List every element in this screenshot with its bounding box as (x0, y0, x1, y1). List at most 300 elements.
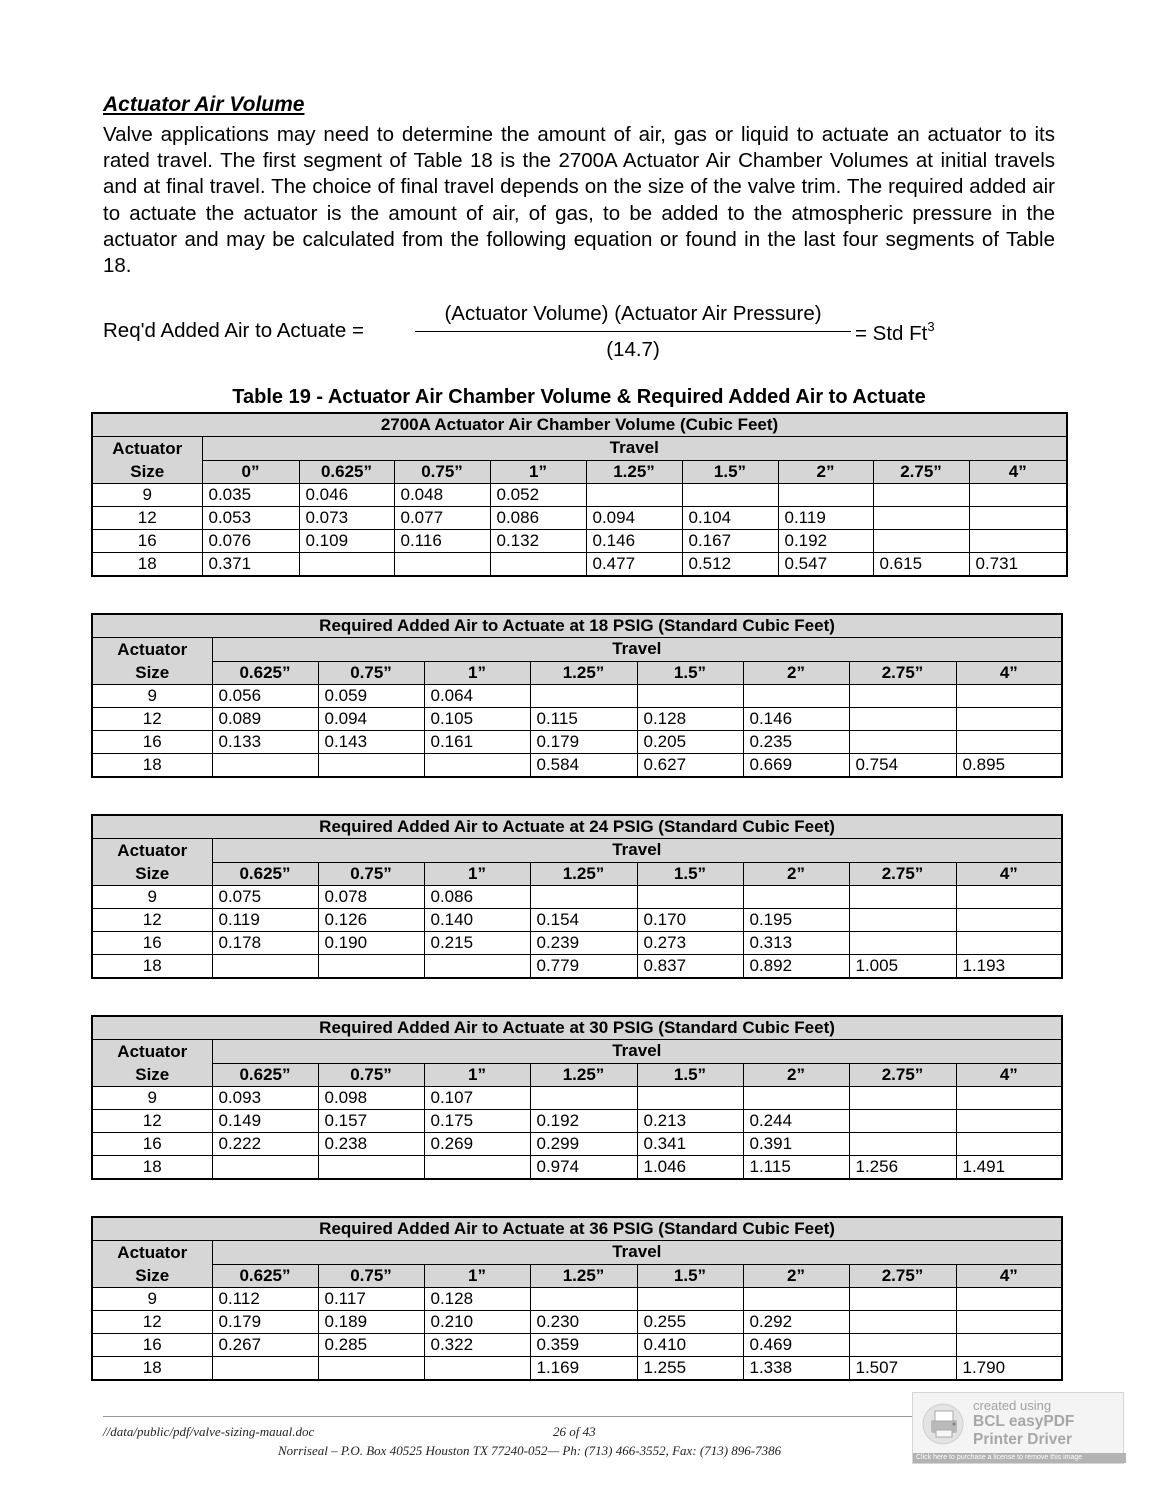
table-subtitle: 2700A Actuator Air Chamber Volume (Cubic Feet) (92, 413, 1067, 437)
actuator-size-header (92, 839, 212, 886)
air-volume-equation (103, 300, 1003, 370)
travel-column-header: 2.75” (849, 1264, 956, 1288)
size-label: Size (135, 864, 170, 883)
volume-cell (969, 484, 1067, 507)
actuator-size-cell: 12 (92, 708, 212, 731)
volume-cell (969, 530, 1067, 553)
table-row (92, 955, 1062, 979)
equation-lhs: Req'd Added Air to Actuate = (103, 319, 364, 342)
volume-cell: 1.115 (743, 1156, 849, 1180)
travel-values-row (92, 1063, 1062, 1087)
volume-cell (586, 484, 682, 507)
table-row (92, 1110, 1062, 1133)
volume-cell (956, 708, 1062, 731)
volume-cell (849, 909, 956, 932)
equation-rhs-exponent: 3 (927, 319, 935, 334)
volume-cell: 0.391 (743, 1133, 849, 1156)
equation-denominator: (14.7) (606, 338, 660, 361)
actuator-label: Actuator (117, 841, 188, 860)
travel-column-header: 1” (490, 460, 586, 484)
volume-cell: 0.115 (530, 708, 637, 731)
table-subtitle: Required Added Air to Actuate at 30 PSIG (Standard Cubic Feet) (92, 1016, 1062, 1040)
travel-values-row (92, 661, 1062, 685)
volume-cell (956, 1087, 1062, 1110)
volume-cell (530, 1288, 637, 1311)
actuator-size-cell: 12 (92, 507, 202, 530)
volume-cell (956, 1311, 1062, 1334)
actuator-label: Actuator (117, 640, 188, 659)
equation-rhs-text: = Std Ft (855, 322, 928, 345)
volume-cell (849, 731, 956, 754)
badge-license-link[interactable]: Click here to purchase a license to remove this image (913, 1453, 1126, 1463)
volume-cell: 0.512 (682, 553, 778, 577)
volume-cell (424, 1156, 530, 1180)
volume-cell: 1.046 (637, 1156, 743, 1180)
volume-cell: 0.116 (394, 530, 490, 553)
volume-cell: 0.094 (318, 708, 424, 731)
footer-page-number: 26 of 43 (553, 1424, 596, 1439)
travel-column-header: 1.25” (530, 862, 637, 886)
volume-cell (318, 955, 424, 979)
travel-values-row (92, 1264, 1062, 1288)
volume-cell: 0.974 (530, 1156, 637, 1180)
travel-column-header: 1” (424, 862, 530, 886)
section-heading: Actuator Air Volume (103, 93, 305, 116)
volume-cell: 0.076 (202, 530, 299, 553)
travel-values-row (92, 460, 1067, 484)
table-title-row (92, 614, 1062, 638)
travel-column-header: 1.5” (637, 1264, 743, 1288)
volume-cell: 0.098 (318, 1087, 424, 1110)
travel-column-header: 2.75” (849, 1063, 956, 1087)
actuator-size-cell: 9 (92, 685, 212, 708)
intro-paragraph: Valve applications may need to determine the amount of air, gas or liquid to actuate an actuator to its rated travel. The first segment of Table 18 is the 2700A Actuator Air Chamber Volumes at initial travels and at final travel. The choice of final travel depends on the size of the valve trim. The required added air to actuate the actuator is the amount of air, of gas, to be added to the atmospheric pressure in the actuator and may be calculated from the following equation or found in the last four segments of Table 18. (103, 123, 1055, 278)
volume-cell: 0.089 (212, 708, 318, 731)
travel-values-row (92, 862, 1062, 886)
travel-column-header: 2.75” (849, 661, 956, 685)
volume-cell: 0.299 (530, 1133, 637, 1156)
volume-cell: 1.256 (849, 1156, 956, 1180)
volume-cell (849, 708, 956, 731)
volume-cell (490, 553, 586, 577)
volume-cell (637, 886, 743, 909)
table-title: Table 19 - Actuator Air Chamber Volume & Required Added Air to Actuate (232, 386, 926, 408)
volume-cell: 0.053 (202, 507, 299, 530)
table-air-chamber-volume (91, 412, 1068, 577)
table-row (92, 1288, 1062, 1311)
actuator-label: Actuator (117, 1042, 188, 1061)
volume-cell (849, 1288, 956, 1311)
travel-header: Travel (212, 1040, 1062, 1064)
volume-cell (530, 1087, 637, 1110)
volume-cell: 0.133 (212, 731, 318, 754)
volume-cell: 0.107 (424, 1087, 530, 1110)
volume-cell: 0.269 (424, 1133, 530, 1156)
travel-column-header: 1.5” (637, 661, 743, 685)
travel-column-header: 4” (956, 661, 1062, 685)
volume-cell (849, 1087, 956, 1110)
volume-cell: 0.292 (743, 1311, 849, 1334)
volume-cell: 0.195 (743, 909, 849, 932)
actuator-label: Actuator (117, 1243, 188, 1262)
travel-column-header: 2” (743, 1264, 849, 1288)
volume-cell: 0.754 (849, 754, 956, 778)
actuator-size-cell: 9 (92, 886, 212, 909)
volume-cell: 0.235 (743, 731, 849, 754)
actuator-size-cell: 18 (92, 955, 212, 979)
volume-cell: 0.669 (743, 754, 849, 778)
actuator-size-header (92, 437, 202, 484)
table-header-row (92, 839, 1062, 863)
volume-cell (956, 1288, 1062, 1311)
table-row (92, 1311, 1062, 1334)
volume-cell: 0.035 (202, 484, 299, 507)
volume-cell: 1.338 (743, 1357, 849, 1381)
volume-cell: 0.064 (424, 685, 530, 708)
table-title-row (92, 1016, 1062, 1040)
table-row (92, 754, 1062, 778)
volume-cell: 0.322 (424, 1334, 530, 1357)
volume-cell (849, 1334, 956, 1357)
volume-cell (778, 484, 873, 507)
table-added-air-18psig (91, 613, 1063, 778)
volume-cell: 0.059 (318, 685, 424, 708)
footer-file-path: //data/public/pdf/valve-sizing-maual.doc (103, 1424, 315, 1439)
table-subtitle: Required Added Air to Actuate at 36 PSIG (Standard Cubic Feet) (92, 1217, 1062, 1241)
actuator-size-cell: 12 (92, 1110, 212, 1133)
travel-column-header: 1.25” (530, 661, 637, 685)
volume-cell: 0.359 (530, 1334, 637, 1357)
volume-cell (637, 1087, 743, 1110)
travel-header: Travel (212, 839, 1062, 863)
travel-column-header: 0.75” (394, 460, 490, 484)
table-row (92, 1334, 1062, 1357)
badge-line-1: created using (973, 1398, 1052, 1413)
volume-cell: 0.094 (586, 507, 682, 530)
volume-cell (212, 1156, 318, 1180)
volume-cell: 1.193 (956, 955, 1062, 979)
volume-cell: 0.285 (318, 1334, 424, 1357)
size-label: Size (135, 1266, 170, 1285)
travel-column-header: 0.625” (212, 1063, 318, 1087)
travel-column-header: 0.75” (318, 862, 424, 886)
table-row (92, 553, 1067, 577)
volume-cell (873, 530, 969, 553)
volume-cell (212, 754, 318, 778)
volume-cell (956, 932, 1062, 955)
actuator-size-cell: 12 (92, 909, 212, 932)
volume-cell (743, 1087, 849, 1110)
volume-cell: 0.128 (637, 708, 743, 731)
table-header-row (92, 638, 1062, 662)
volume-cell: 0.179 (530, 731, 637, 754)
table-title-row (92, 413, 1067, 437)
travel-column-header: 0.625” (299, 460, 394, 484)
volume-cell: 0.052 (490, 484, 586, 507)
volume-cell: 0.048 (394, 484, 490, 507)
volume-cell: 0.175 (424, 1110, 530, 1133)
volume-cell: 0.469 (743, 1334, 849, 1357)
volume-cell (956, 1133, 1062, 1156)
travel-column-header: 0.625” (212, 862, 318, 886)
volume-cell: 0.731 (969, 553, 1067, 577)
volume-cell (849, 1133, 956, 1156)
table-row (92, 1357, 1062, 1381)
volume-cell (682, 484, 778, 507)
volume-cell: 1.255 (637, 1357, 743, 1381)
volume-cell: 0.210 (424, 1311, 530, 1334)
volume-cell: 0.244 (743, 1110, 849, 1133)
volume-cell: 0.093 (212, 1087, 318, 1110)
volume-cell: 0.547 (778, 553, 873, 577)
volume-cell (849, 1110, 956, 1133)
actuator-size-cell: 9 (92, 1288, 212, 1311)
volume-cell: 0.161 (424, 731, 530, 754)
table-row (92, 1133, 1062, 1156)
actuator-size-header (92, 638, 212, 685)
size-label: Size (135, 663, 170, 682)
actuator-size-cell: 16 (92, 530, 202, 553)
volume-cell (318, 1156, 424, 1180)
volume-cell (956, 909, 1062, 932)
travel-header: Travel (212, 1241, 1062, 1265)
volume-cell: 0.086 (424, 886, 530, 909)
table-added-air-36psig (91, 1216, 1063, 1381)
travel-column-header: 1.25” (586, 460, 682, 484)
volume-cell: 0.205 (637, 731, 743, 754)
volume-cell: 0.341 (637, 1133, 743, 1156)
travel-column-header: 0.625” (212, 661, 318, 685)
volume-cell: 0.073 (299, 507, 394, 530)
volume-cell: 1.491 (956, 1156, 1062, 1180)
volume-cell: 0.105 (424, 708, 530, 731)
volume-cell: 0.230 (530, 1311, 637, 1334)
volume-cell (743, 685, 849, 708)
travel-column-header: 2” (743, 862, 849, 886)
travel-column-header: 4” (969, 460, 1067, 484)
volume-cell: 0.143 (318, 731, 424, 754)
volume-cell: 0.779 (530, 955, 637, 979)
volume-cell: 0.615 (873, 553, 969, 577)
volume-cell: 0.109 (299, 530, 394, 553)
volume-cell: 0.119 (778, 507, 873, 530)
volume-cell: 0.313 (743, 932, 849, 955)
volume-cell: 0.255 (637, 1311, 743, 1334)
actuator-size-cell: 18 (92, 1357, 212, 1381)
volume-cell (743, 1288, 849, 1311)
volume-cell: 0.190 (318, 932, 424, 955)
table-header-row (92, 437, 1067, 461)
volume-cell: 0.075 (212, 886, 318, 909)
volume-cell: 0.179 (212, 1311, 318, 1334)
volume-cell (424, 754, 530, 778)
volume-cell (637, 1288, 743, 1311)
printer-icon (919, 1399, 971, 1445)
actuator-label: Actuator (112, 439, 183, 458)
table-row (92, 1087, 1062, 1110)
volume-cell (849, 685, 956, 708)
equation-rhs (855, 319, 935, 346)
volume-cell: 0.128 (424, 1288, 530, 1311)
volume-cell: 0.170 (637, 909, 743, 932)
volume-cell: 1.790 (956, 1357, 1062, 1381)
table-row (92, 731, 1062, 754)
travel-column-header: 1.25” (530, 1063, 637, 1087)
travel-column-header: 1” (424, 1264, 530, 1288)
volume-cell (530, 886, 637, 909)
actuator-size-cell: 16 (92, 932, 212, 955)
travel-column-header: 2” (743, 1063, 849, 1087)
volume-cell: 1.005 (849, 955, 956, 979)
volume-cell (743, 886, 849, 909)
volume-cell: 0.892 (743, 955, 849, 979)
easypdf-watermark-badge[interactable] (912, 1392, 1124, 1464)
badge-line-3: Printer Driver (973, 1431, 1073, 1448)
table-header-row (92, 1241, 1062, 1265)
volume-cell: 0.046 (299, 484, 394, 507)
volume-cell: 0.239 (530, 932, 637, 955)
volume-cell: 0.837 (637, 955, 743, 979)
table-added-air-30psig (91, 1015, 1063, 1180)
volume-cell: 0.167 (682, 530, 778, 553)
volume-cell (637, 685, 743, 708)
volume-cell: 0.895 (956, 754, 1062, 778)
table-row (92, 530, 1067, 553)
travel-column-header: 1” (424, 661, 530, 685)
volume-cell: 0.157 (318, 1110, 424, 1133)
volume-cell: 0.140 (424, 909, 530, 932)
size-label: Size (135, 1065, 170, 1084)
volume-cell: 0.112 (212, 1288, 318, 1311)
table-row (92, 886, 1062, 909)
equation-numerator: (Actuator Volume) (Actuator Air Pressure) (444, 302, 822, 325)
volume-cell: 0.119 (212, 909, 318, 932)
table-added-air-24psig (91, 814, 1063, 979)
volume-cell: 0.371 (202, 553, 299, 577)
volume-cell (956, 1334, 1062, 1357)
volume-cell (212, 955, 318, 979)
table-row (92, 932, 1062, 955)
travel-column-header: 0.75” (318, 661, 424, 685)
volume-cell (956, 886, 1062, 909)
volume-cell: 0.117 (318, 1288, 424, 1311)
actuator-size-cell: 16 (92, 731, 212, 754)
volume-cell (956, 685, 1062, 708)
travel-column-header: 2” (743, 661, 849, 685)
volume-cell: 0.477 (586, 553, 682, 577)
volume-cell: 0.132 (490, 530, 586, 553)
table-subtitle: Required Added Air to Actuate at 18 PSIG (Standard Cubic Feet) (92, 614, 1062, 638)
travel-column-header: 0.75” (318, 1264, 424, 1288)
travel-column-header: 0” (202, 460, 299, 484)
volume-cell: 0.189 (318, 1311, 424, 1334)
travel-column-header: 4” (956, 1063, 1062, 1087)
actuator-size-cell: 18 (92, 1156, 212, 1180)
volume-cell (849, 932, 956, 955)
volume-cell: 0.267 (212, 1334, 318, 1357)
volume-cell (873, 484, 969, 507)
travel-header: Travel (202, 437, 1067, 461)
travel-column-header: 1.5” (637, 862, 743, 886)
volume-cell: 0.086 (490, 507, 586, 530)
actuator-size-cell: 16 (92, 1133, 212, 1156)
travel-column-header: 4” (956, 862, 1062, 886)
volume-cell (873, 507, 969, 530)
size-label: Size (130, 462, 165, 481)
footer-address: Norriseal – P.O. Box 40525 Houston TX 77240-052— Ph: (713) 466-3552, Fax: (713) 896-7386 (278, 1443, 782, 1458)
volume-cell: 0.178 (212, 932, 318, 955)
table-title-row (92, 1217, 1062, 1241)
volume-cell (394, 553, 490, 577)
travel-column-header: 0.625” (212, 1264, 318, 1288)
volume-cell (849, 886, 956, 909)
volume-cell: 0.192 (778, 530, 873, 553)
table-title-row (92, 815, 1062, 839)
travel-column-header: 0.75” (318, 1063, 424, 1087)
volume-cell: 0.126 (318, 909, 424, 932)
travel-column-header: 1.25” (530, 1264, 637, 1288)
badge-line-2: BCL easyPDF (973, 1413, 1075, 1430)
volume-cell (299, 553, 394, 577)
travel-column-header: 2” (778, 460, 873, 484)
table-row (92, 507, 1067, 530)
volume-cell: 1.169 (530, 1357, 637, 1381)
volume-cell: 0.146 (743, 708, 849, 731)
volume-cell: 0.238 (318, 1133, 424, 1156)
table-row (92, 708, 1062, 731)
volume-cell: 0.104 (682, 507, 778, 530)
volume-cell: 0.410 (637, 1334, 743, 1357)
actuator-size-cell: 16 (92, 1334, 212, 1357)
volume-cell: 0.077 (394, 507, 490, 530)
volume-cell (530, 685, 637, 708)
travel-header: Travel (212, 638, 1062, 662)
actuator-size-cell: 18 (92, 553, 202, 577)
travel-column-header: 2.75” (873, 460, 969, 484)
fraction-bar (415, 331, 851, 332)
volume-cell: 0.192 (530, 1110, 637, 1133)
volume-cell: 0.222 (212, 1133, 318, 1156)
table-row (92, 484, 1067, 507)
volume-cell: 0.149 (212, 1110, 318, 1133)
actuator-size-header (92, 1040, 212, 1087)
actuator-size-header (92, 1241, 212, 1288)
volume-cell (849, 1311, 956, 1334)
volume-cell: 0.213 (637, 1110, 743, 1133)
travel-column-header: 2.75” (849, 862, 956, 886)
travel-column-header: 4” (956, 1264, 1062, 1288)
table-header-row (92, 1040, 1062, 1064)
travel-column-header: 1” (424, 1063, 530, 1087)
volume-cell: 0.273 (637, 932, 743, 955)
volume-cell: 0.584 (530, 754, 637, 778)
table-row (92, 909, 1062, 932)
actuator-size-cell: 9 (92, 484, 202, 507)
volume-cell (969, 507, 1067, 530)
volume-cell (956, 731, 1062, 754)
volume-cell: 0.154 (530, 909, 637, 932)
travel-column-header: 1.5” (682, 460, 778, 484)
volume-cell (424, 1357, 530, 1381)
volume-cell: 1.507 (849, 1357, 956, 1381)
actuator-size-cell: 12 (92, 1311, 212, 1334)
volume-cell: 0.056 (212, 685, 318, 708)
volume-cell (318, 1357, 424, 1381)
table-subtitle: Required Added Air to Actuate at 24 PSIG (Standard Cubic Feet) (92, 815, 1062, 839)
volume-cell: 0.627 (637, 754, 743, 778)
actuator-size-cell: 18 (92, 754, 212, 778)
volume-cell (424, 955, 530, 979)
